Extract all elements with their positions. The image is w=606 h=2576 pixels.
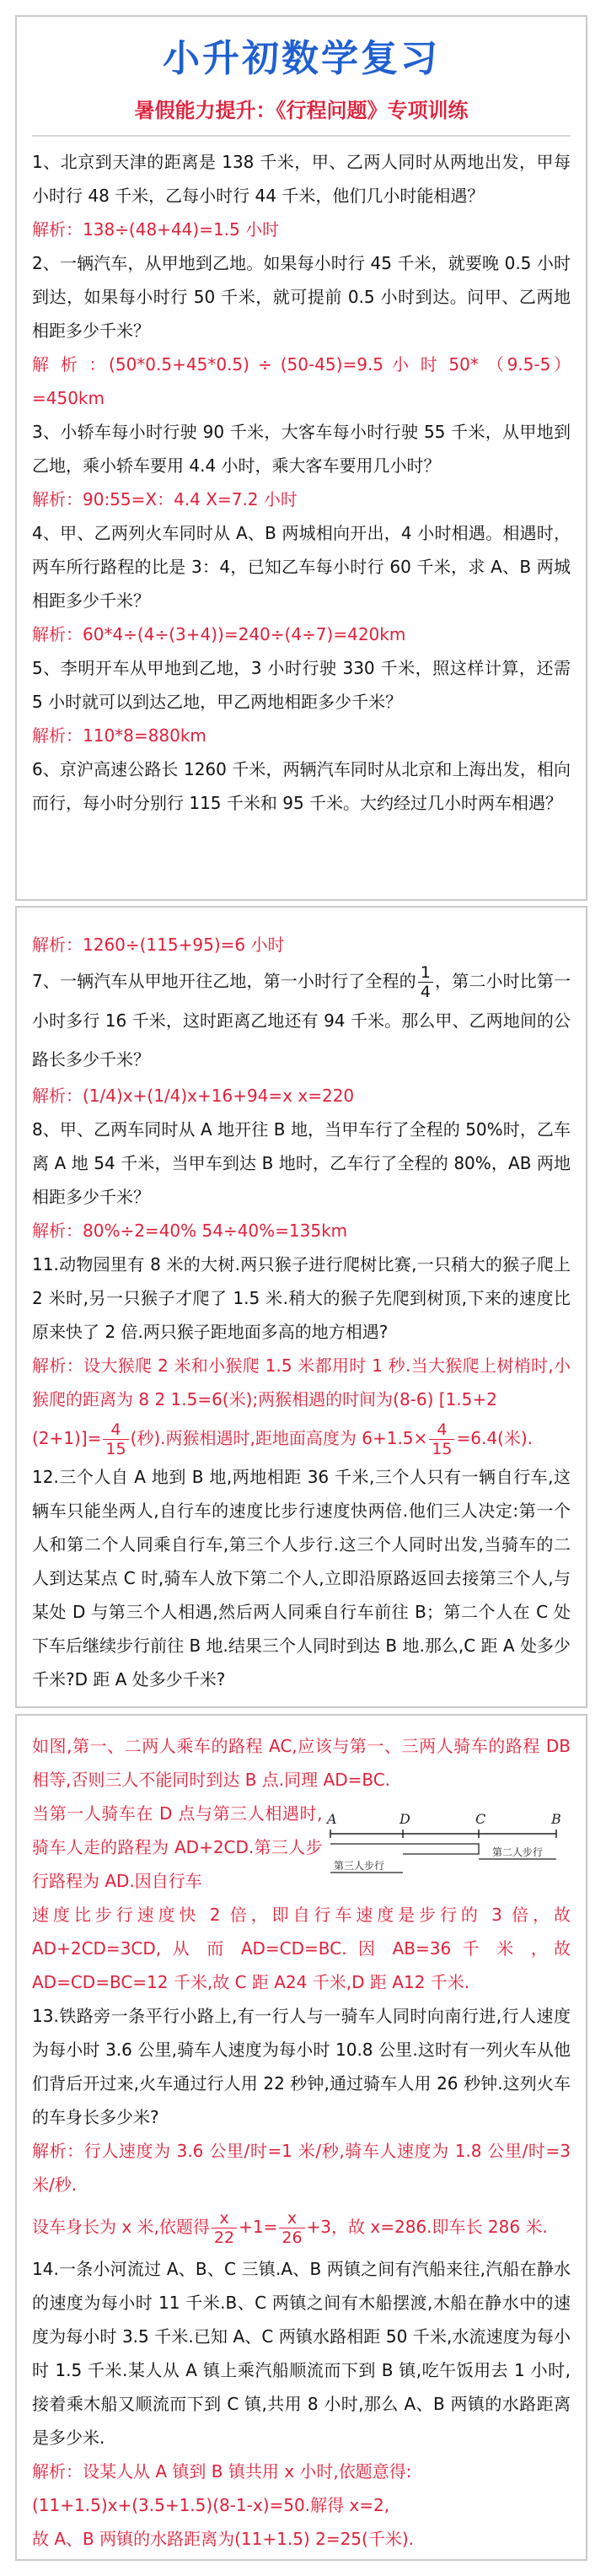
answer-12-with-diagram (32, 1797, 571, 1898)
answer-12-para-2: 当第一人骑车在 D 点与第三人相遇时,骑车人走的路程为 AD+2CD.第三人步行路程为 AD.因自行车 (32, 1803, 323, 1891)
fraction-denominator: 15 (105, 1440, 126, 1458)
answer-12-para-1: 如图,第一、二两人乘车的路程 AC,应该与第一、三两人骑车的路程 DB 相等,否则三人不能同时到达 B 点.同理 AD=BC. (32, 1736, 571, 1790)
card-1 (15, 15, 587, 901)
answer-6: 解析：1260÷(115+95)=6 小时 (32, 935, 285, 955)
answer-14-line-1: 解析：设某人从 A 镇到 B 镇共用 x 小时,依题意得: (32, 2461, 412, 2482)
question-1: 1、北京到天津的距离是 138 千米，甲、乙两人同时从两地出发，甲每小时行 48 千米，乙每小时行 44 千米，他们几小时能相遇？ (32, 152, 571, 206)
question-8: 8、甲、乙两车同时从 A 地开往 B 地，当甲车行了全程的 50%时，乙车离 A 地 54 千米，当甲车到达 B 地时，乙车行了全程的 80%，AB 两地相距多少千米？ (32, 1119, 571, 1207)
question-11: 11.动物园里有 8 米的大树.两只猴子进行爬树比赛,一只稍大的猴子爬上 2 米时,另一只猴子才爬了 1.5 米.稍大的猴子先爬到树顶,下来的速度比原来快了 2 倍.两只猴子距地面多高的地方相遇? (32, 1254, 571, 1342)
fraction-one-quarter (418, 963, 433, 1001)
answer-13-text-b: +1= (239, 2217, 278, 2237)
answer-7: 解析：(1/4)x+(1/4)x+16+94=x x=220 (32, 1086, 355, 1106)
fraction-denominator: 4 (420, 983, 431, 1001)
question-13: 13.铁路旁一条平行小路上,有一行人与一骑车人同时向南行进,行人速度为每小时 3.6 公里,骑车人速度为每小时 10.8 公里.这时有一列火车从他们背后开过来,火车通过行人用 22 秒钟,通过骑车人用 26 秒钟.这列火车的车身长多少米? (32, 2006, 571, 2127)
fraction-four-fifteenths (103, 1420, 128, 1458)
bike-return-path (330, 1844, 479, 1854)
question-3: 3、小轿车每小时行驶 90 千米，大客车每小时行驶 55 千米，从甲地到乙地，乘小轿车要用 4.4 小时，乘大客车要用几小时？ (32, 422, 571, 476)
answer-13-line-1: 解析：行人速度为 3.6 公里/时=1 米/秒,骑车人速度为 1.8 公里/时=3 米/秒. (32, 2141, 571, 2195)
question-7-text-b: ，第二小时比第一小时多行 16 千米，这时距离乙地还有 94 千米。那么甲、乙两地间的公路长多少千米？ (32, 971, 571, 1070)
answer-2: 解 析 ：(50*0.5+45*0.5) ÷ (50-45)=9.5 小 时 50* （9.5-5）=450km (32, 354, 571, 408)
answer-13-text-a: 设车身长为 x 米,依题得 (32, 2217, 210, 2237)
question-12: 12.三个人自 A 地到 B 地,两地相距 36 千米,三个人只有一辆自行车,这辆车只能坐两人,自行车的速度比步行速度快两倍.他们三人决定:第一个人和第二个人同乘自行车,第三个人步行.这三个人同时出发,当骑车的二人到达某点 C 时,骑车人放下第二个人,立即沿原路返回去接第三个人,与某处 D 与第三个人相遇,然后两人同乘自行车前往 B；第二个人在 C 处下车后继续步行前往 B 地.结果三个人同时到达 B 地.那么,C 距 A 处多少千米?D 距 A 处多少千米? (32, 1467, 571, 1689)
fraction-numerator: 1 (418, 963, 433, 983)
answer-5: 解析：110*8=880km (32, 725, 206, 746)
answer-11-text-b: (秒).两猴相遇时,距地面高度为 6+1.5× (130, 1428, 428, 1448)
question-7 (32, 962, 571, 1079)
answer-13-line-2 (32, 2201, 571, 2252)
answer-13-text-c: +3，故 x=286.即车长 286 米. (306, 2217, 548, 2237)
fraction-four-fifteenths (429, 1420, 454, 1458)
answer-14-line-2: (11+1.5)x+(3.5+1.5)(8-1-x)=50.解得 x=2, (32, 2495, 390, 2515)
fraction-denominator: 22 (213, 2228, 235, 2247)
question-4: 4、甲、乙两列火车同时从 A、B 两城相向开出，4 小时相遇。相遇时，两车所行路程的比是 3：4，已知乙车每小时行 60 千米，求 A、B 两城相距多少千米？ (32, 523, 571, 611)
fraction-x-over-26 (279, 2209, 304, 2247)
fraction-numerator: 4 (429, 1420, 454, 1440)
question-7-text-a: 7、一辆汽车从甲地开往乙地，第一小时行了全程的 (32, 971, 416, 991)
answer-4: 解析：60*4÷(4÷(3+4))=240÷(4÷7)=420km (32, 624, 406, 644)
point-c-label: C (475, 1811, 486, 1827)
question-6: 6、京沪高速公路长 1260 千米，两辆汽车同时从北京和上海出发，相向而行，每小时分别行 115 千米和 95 千米。大约经过几小时两车相遇？ (32, 759, 571, 813)
fraction-numerator: x (279, 2209, 304, 2228)
fraction-denominator: 15 (432, 1440, 453, 1458)
point-b-label: B (551, 1811, 562, 1827)
page-subtitle: 暑假能力提升：《行程问题》专项训练 (134, 99, 469, 122)
answer-14-line-3: 故 A、B 两镇的水路距离为(11+1.5) 2=25(千米). (32, 2529, 414, 2549)
divider (32, 135, 571, 137)
card-2 (15, 906, 587, 1708)
label-third-walk: 第三人步行 (334, 1860, 385, 1872)
fraction-denominator: 26 (282, 2228, 303, 2247)
answer-12-para-3: 速度比步行速度快 2 倍，即自行车速度是步行的 3 倍，故 AD+2CD=3CD, 从 而 AD=CD=BC. 因 AB=36 千 米 ，故 AD=CD=BC=12 千米,故 C 距 A24 千米,D 距 A12 千米. (32, 1905, 571, 1992)
answer-3: 解析：90:55=X：4.4 X=7.2 小时 (32, 489, 298, 509)
answer-8: 解析：80%÷2=40% 54÷40%=135km (32, 1221, 348, 1241)
route-diagram (322, 1805, 566, 1889)
answer-11-text-a: (2+1)]= (32, 1428, 102, 1448)
question-5: 5、李明开车从甲地到乙地，3 小时行驶 330 千米，照这样计算，还需 5 小时就可以到达乙地，甲乙两地相距多少千米？ (32, 658, 571, 712)
fraction-numerator: 4 (103, 1420, 128, 1440)
question-2: 2、一辆汽车，从甲地到乙地。如果每小时行 45 千米，就要晚 0.5 小时到达，如果每小时行 50 千米，就可提前 0.5 小时到达。问甲、乙两地相距多少千米？ (32, 253, 571, 341)
page-title: 小升初数学复习 (163, 37, 440, 80)
answer-11-line-1: 解析：设大猴爬 2 米和小猴爬 1.5 米都用时 1 秒.当大猴爬上树梢时,小猴爬的距离为 8 2 1.5=6(米);两猴相遇的时间为(8-6) [1.5+2 (32, 1355, 571, 1409)
question-14: 14.一条小河流过 A、B、C 三镇.A、B 两镇之间有汽船来往,汽船在静水的速度为每小时 11 千米.B、C 两镇之间有木船摆渡,木船在静水中的速度为每小时 3.5 千米.已知 A、C 两镇水路相距 50 千米,水流速度为每小时 1.5 千米.某人从 A 镇上乘汽船顺流而下到 B 镇,吃午饭用去 1 小时,接着乘木船又顺流而下到 C 镇,共用 8 小时,那么 A、B 两镇的水路距离是多少米. (32, 2259, 571, 2448)
point-d-label: D (400, 1811, 411, 1827)
label-second-walk: 第二人步行 (492, 1846, 544, 1858)
answer-11-line-2 (32, 1416, 571, 1460)
fraction-x-over-22 (212, 2209, 237, 2247)
card-3 (15, 1714, 587, 2561)
answer-11-text-c: =6.4(米). (456, 1428, 534, 1448)
fraction-numerator: x (212, 2209, 237, 2228)
answer-1: 解析：138÷(48+44)=1.5 小时 (32, 219, 280, 240)
point-a-label: A (327, 1811, 338, 1827)
